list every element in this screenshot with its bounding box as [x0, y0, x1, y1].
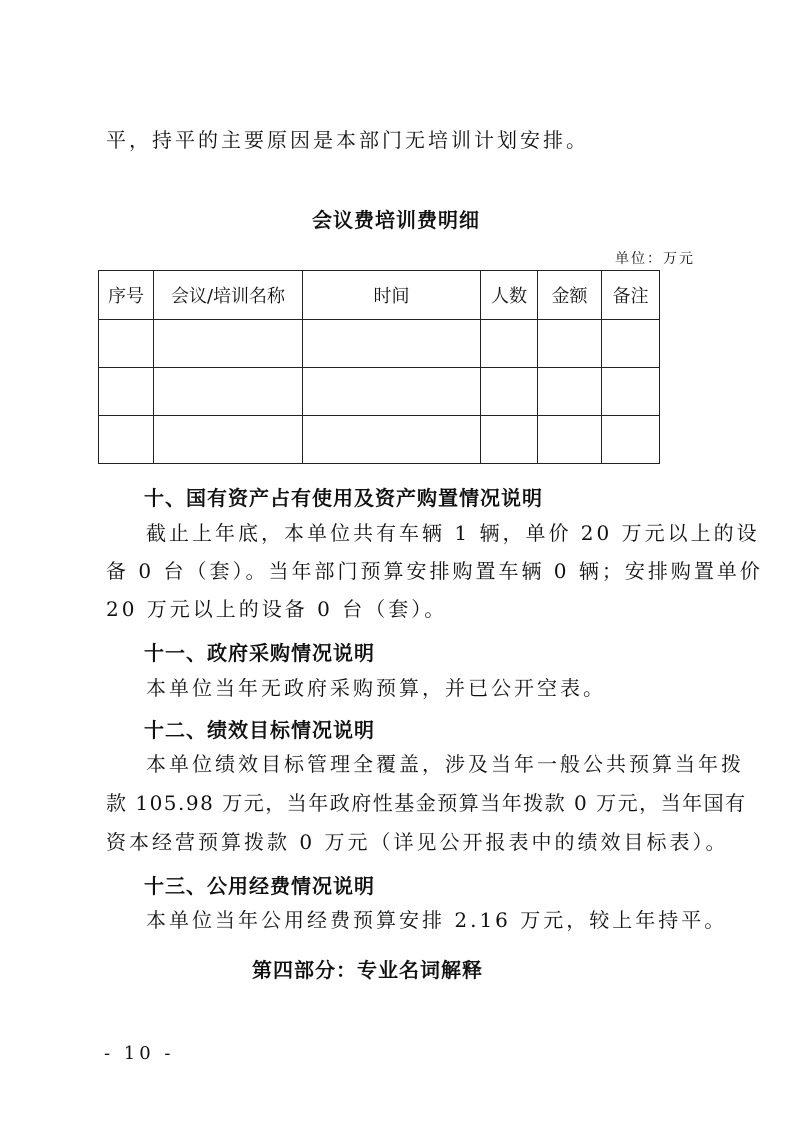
section-heading-public-funds: 十三、公用经费情况说明	[144, 874, 375, 898]
table-cell	[99, 320, 154, 368]
table-cell	[602, 416, 660, 464]
column-header: 人数	[481, 271, 538, 320]
table-cell	[538, 368, 602, 416]
paragraph-line: 截止上年底，本单位共有车辆 1 辆，单价 20 万元以上的设	[146, 521, 760, 545]
table-cell	[602, 320, 660, 368]
table-cell	[99, 368, 154, 416]
section-heading-performance: 十二、绩效目标情况说明	[144, 718, 375, 742]
table-cell	[154, 416, 303, 464]
table-row	[99, 320, 660, 368]
part-title: 第四部分：专业名词解释	[252, 958, 483, 982]
table-cell	[303, 368, 481, 416]
table-cell	[481, 368, 538, 416]
table-cell	[99, 416, 154, 464]
column-header: 备注	[602, 271, 660, 320]
column-header: 会议/培训名称	[154, 271, 303, 320]
paragraph-line: 本单位当年无政府采购预算，并已公开空表。	[146, 676, 606, 700]
column-header: 序号	[99, 271, 154, 320]
table-cell	[602, 368, 660, 416]
paragraph-line: 本单位当年公用经费预算安排 2.16 万元，较上年持平。	[146, 908, 728, 932]
paragraph-line: 备 0 台（套）。当年部门预算安排购置车辆 0 辆；安排购置单价	[106, 559, 763, 583]
table-cell	[538, 416, 602, 464]
paragraph-line: 资本经营预算拨款 0 万元（详见公开报表中的绩效目标表）。	[106, 830, 729, 854]
column-header: 时间	[303, 271, 481, 320]
table-unit: 单位：万元	[615, 251, 695, 267]
paragraph-line: 20 万元以上的设备 0 台（套）。	[106, 597, 448, 621]
table-cell	[303, 320, 481, 368]
column-header: 金额	[538, 271, 602, 320]
table-row	[99, 416, 660, 464]
paragraph-line: 本单位绩效目标管理全覆盖，涉及当年一般公共预算当年拨	[146, 752, 744, 776]
table-title: 会议费培训费明细	[312, 208, 480, 232]
table-cell	[303, 416, 481, 464]
section-heading-assets: 十、国有资产占有使用及资产购置情况说明	[144, 486, 543, 510]
table-cell	[154, 368, 303, 416]
table-row	[99, 368, 660, 416]
paragraph-line: 款 105.98 万元，当年政府性基金预算当年拨款 0 万元，当年国有	[106, 791, 747, 815]
table-cell	[481, 320, 538, 368]
section-heading-procurement: 十一、政府采购情况说明	[144, 641, 375, 665]
table-header-row	[99, 271, 660, 320]
table-cell	[538, 320, 602, 368]
meeting-training-table	[98, 270, 660, 464]
table-cell	[154, 320, 303, 368]
table-cell	[481, 416, 538, 464]
page-number: - 10 -	[104, 1043, 175, 1064]
intro-line: 平，持平的主要原因是本部门无培训计划安排。	[106, 128, 589, 152]
